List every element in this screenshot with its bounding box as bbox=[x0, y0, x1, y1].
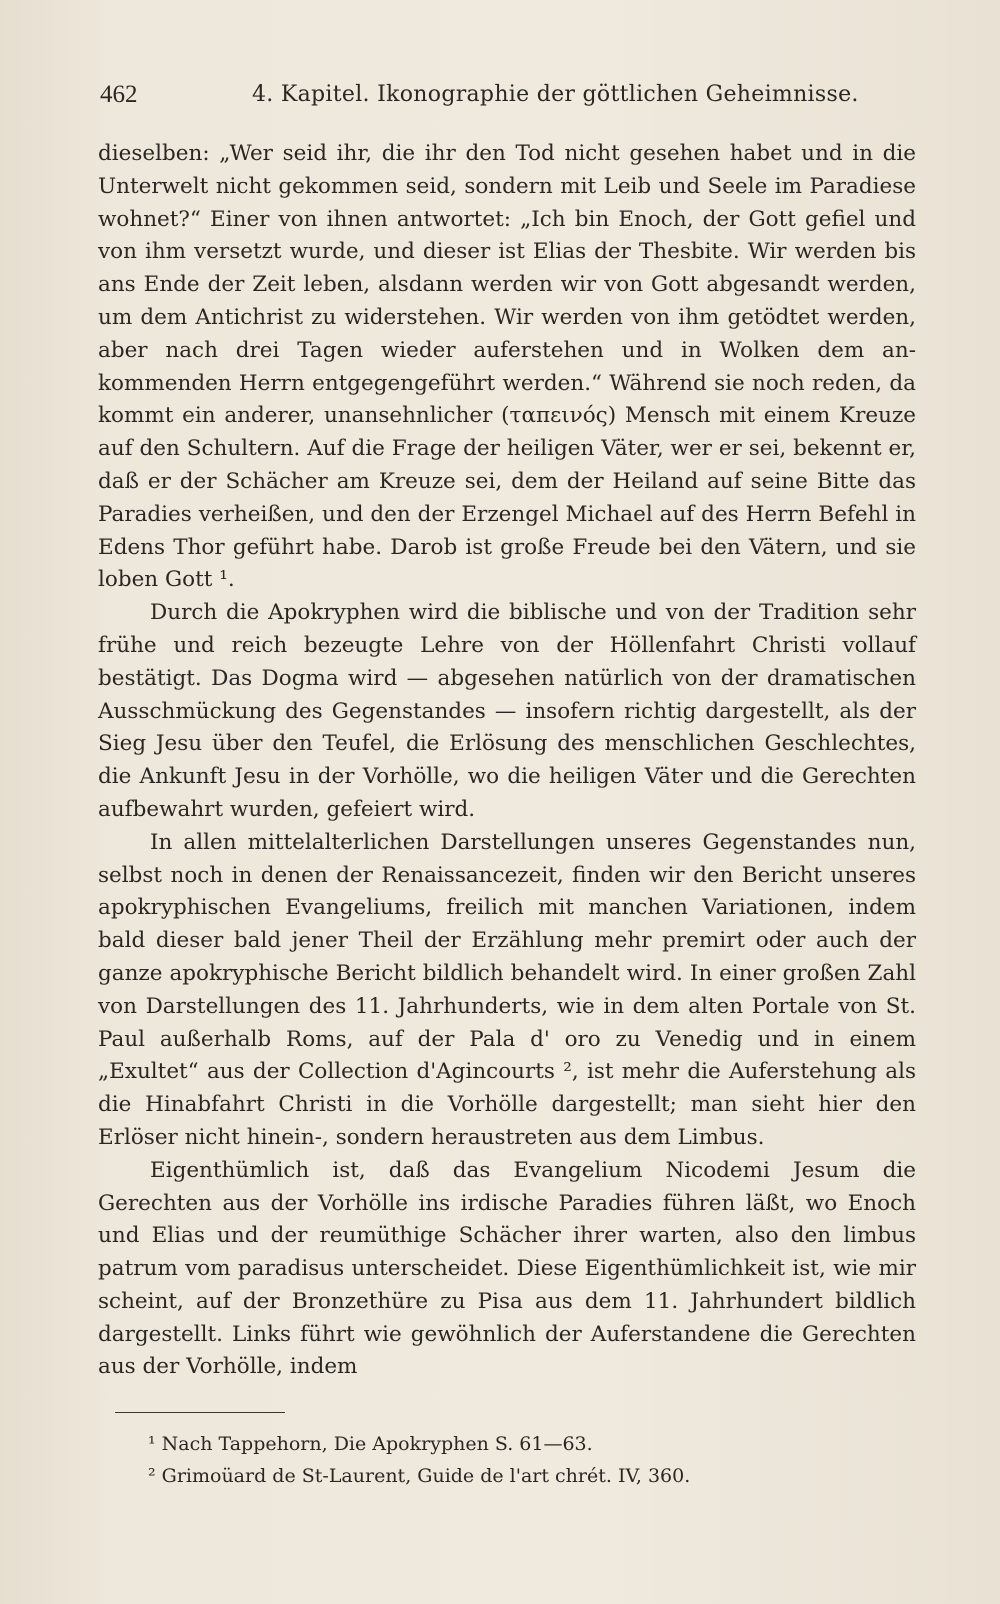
footnote-2: ² Grimoüard de St-Laurent, Guide de l'art chrét. IV, 360. bbox=[148, 1465, 691, 1487]
page-number: 462 bbox=[100, 81, 138, 108]
paragraph-4: Eigenthümlich ist, daß das Evangelium Nicodemi Jesum die Gerechten aus der Vorhölle ins irdische Paradies führen läßt, wo Enoch und Elias und der reumüthige Schächer ihrer warten, also den limbus patrum vom paradisus unterscheidet. Diese Eigenthümlichkeit ist, wie mir scheint, auf der Bronzethüre zu Pisa aus dem 11. Jahrhundert bildlich dargestellt. Links führt wie gewöhnlich der Auferstandene die Gerechten aus der Vorhölle, indem bbox=[98, 1157, 916, 1380]
paragraph-3: In allen mittelalterlichen Darstellungen unseres Gegenstandes nun, selbst noch in denen der Renaissancezeit, finden wir den Bericht unseres apokryphischen Evangeliums, freilich mit manchen Variationen, indem bald dieser bald jener Theil der Erzählung mehr premirt oder auch der ganze apokryphische Bericht bildlich behandelt wird. In einer großen Zahl von Darstellungen des 11. Jahrhunderts, wie in dem alten Portale von St. Paul außerhalb Roms, auf der Pala d' oro zu Venedig und in einem „Exultet“ aus der Collection d'Agincourts ², ist mehr die Auferstehung als die Hinabfahrt Christi in die Vorhölle dargestellt; man sieht hier den Erlöser nicht hinein-, sondern heraustreten aus dem Limbus. bbox=[98, 829, 916, 1150]
running-head: 4. Kapitel. Ikonographie der göttlichen Geheimnisse. bbox=[252, 82, 859, 107]
footnote-divider bbox=[115, 1412, 285, 1413]
footnote-1: ¹ Nach Tappehorn, Die Apokryphen S. 61—63. bbox=[148, 1433, 593, 1455]
footnotes bbox=[148, 1428, 848, 1492]
paragraph-1: dieselben: „Wer seid ihr, die ihr den Tod nicht gesehen habet und in die Unterwelt nicht gekommen seid, sondern mit Leib und Seele im Paradiese wohnet?“ Einer von ihnen antwortet: „Ich bin Enoch, der Gott gefiel und von ihm versetzt wurde, und dieser ist Elias der Thesbite. Wir werden bis ans Ende der Zeit leben, alsdann werden wir von Gott abgesandt werden, um dem Antichrist zu widerstehen. Wir werden von ihm getödtet werden, aber nach drei Tagen wieder auferstehen und in Wolken dem ankommenden Herrn entgegengeführt werden.“ Während sie noch reden, da kommt ein anderer, unansehnlicher (ταπεινός) Mensch mit einem Kreuze auf den Schultern. Auf die Frage der heiligen Väter, wer er sei, bekennt er, daß er der Schächer am Kreuze sei, dem der Heiland auf seine Bitte das Paradies verheißen, und den der Erzengel Michael auf des Herrn Befehl in Edens Thor geführt habe. Darob ist große Freude bei den Vätern, und sie loben Gott ¹. bbox=[98, 141, 916, 593]
page-header bbox=[100, 78, 870, 112]
paragraph-2: Durch die Apokryphen wird die biblische und von der Tradition sehr frühe und reich bezeugte Lehre von der Höllenfahrt Christi vollauf bestätigt. Das Dogma wird — abgesehen natürlich von der dramatischen Ausschmückung des Gegenstandes — insofern richtig dargestellt, als der Sieg Jesu über den Teufel, die Erlösung des menschlichen Geschlechtes, die Ankunft Jesu in der Vorhölle, wo die heiligen Väter und die Gerechten aufbewahrt wurden, gefeiert wird. bbox=[98, 600, 916, 822]
body-text bbox=[98, 138, 916, 1384]
